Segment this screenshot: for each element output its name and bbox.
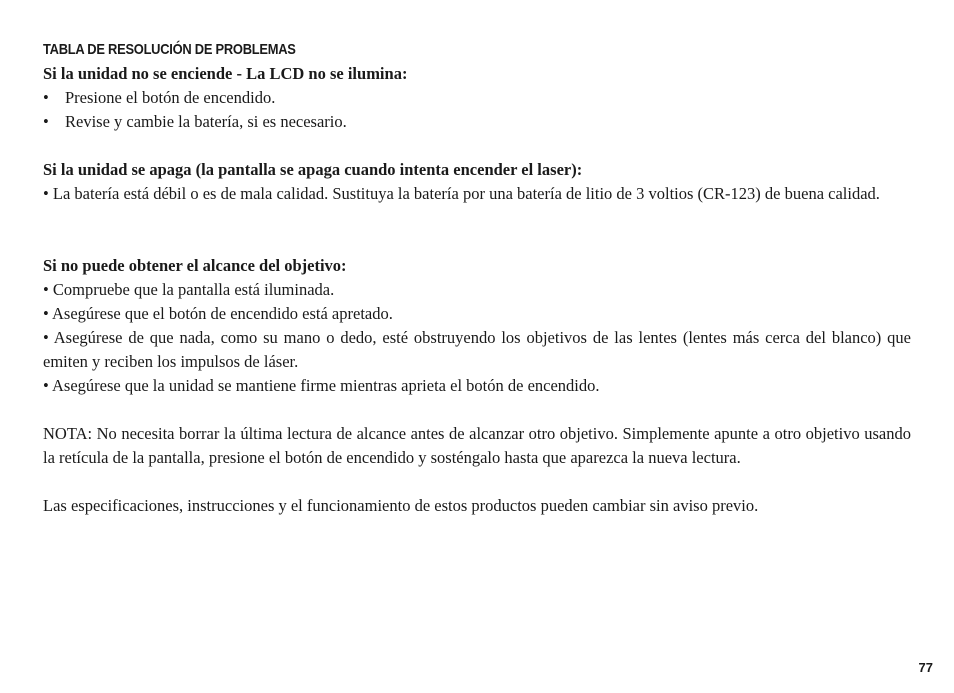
section-no-range [43,254,911,398]
bullet-list [43,86,911,134]
section-shuts-off [43,158,911,206]
paragraph: • Asegúrese de que nada, como su mano o dedo, esté obstruyendo los objetivos de las lentes (lentes más cerca del blanco) que emiten y reciben los impulsos de láser. [43,328,911,371]
paragraph: • La batería está débil o es de mala calidad. Sustituya la batería por una batería de litio de 3 voltios (CR-123) de buena calidad. [43,184,880,203]
section-heading: Si la unidad no se enciende - La LCD no se ilumina: [43,64,408,83]
paragraph: • Asegúrese que la unidad se mantiene firme mientras aprieta el botón de encendido. [43,376,600,395]
section-heading: Si la unidad se apaga (la pantalla se apaga cuando intenta encender el laser): [43,160,583,179]
list-item: • Presione el botón de encendido. [43,86,911,110]
page-number: 77 [918,660,933,675]
list-item: • Revise y cambie la batería, si es necesario. [43,110,911,134]
paragraph: • Asegúrese que el botón de encendido está apretado. [43,304,393,323]
page-title: TABLA DE RESOLUCIÓN DE PROBLEMAS [43,41,296,58]
disclaimer-paragraph: Las especificaciones, instrucciones y el funcionamiento de estos productos pueden cambiar sin aviso previo. [43,496,759,515]
document-page [43,38,911,518]
section-heading: Si no puede obtener el alcance del objetivo: [43,256,347,275]
paragraph: • Compruebe que la pantalla está iluminada. [43,280,335,299]
note-paragraph: NOTA: No necesita borrar la última lectura de alcance antes de alcanzar otro objetivo. Simplemente apunte a otro objetivo usando la retícula de la pantalla, presione el botón de encendido y sosténgalo hasta que aparezca la nueva lectura. [43,424,911,467]
section-no-power [43,62,911,134]
